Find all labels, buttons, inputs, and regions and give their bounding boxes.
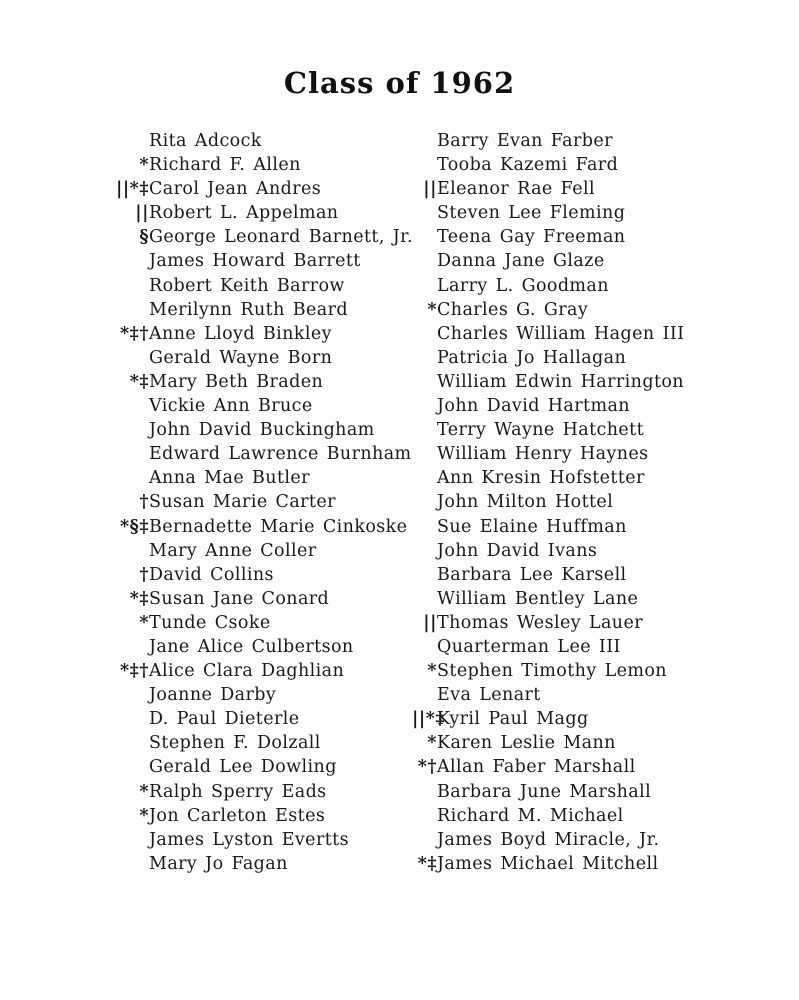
graduate-name: Tooba Kazemi Fard xyxy=(437,155,619,176)
list-item xyxy=(412,394,702,418)
graduate-name: Mary Beth Braden xyxy=(149,371,324,392)
graduate-name: John David Hartman xyxy=(437,396,630,417)
honor-marks xyxy=(412,129,437,153)
honor-marks xyxy=(113,539,149,563)
graduate-name: Patricia Jo Hallagan xyxy=(437,347,627,368)
list-item xyxy=(412,298,702,322)
list-item xyxy=(412,683,702,707)
graduate-name: Vickie Ann Bruce xyxy=(149,396,313,417)
honor-marks: *‡† xyxy=(120,323,149,344)
list-item xyxy=(113,611,413,635)
list-item xyxy=(113,153,413,177)
list-item xyxy=(113,563,413,587)
graduate-name: Tunde Csoke xyxy=(149,612,271,633)
honor-marks xyxy=(412,683,437,707)
honor-marks xyxy=(412,587,437,611)
list-item xyxy=(412,755,702,779)
honor-marks xyxy=(412,394,437,418)
graduate-name: Terry Wayne Hatchett xyxy=(437,420,645,441)
list-item xyxy=(412,731,702,755)
honor-marks: ||*‡ xyxy=(412,709,446,730)
list-item xyxy=(113,394,413,418)
list-item xyxy=(113,129,413,153)
list-item xyxy=(113,635,413,659)
list-item xyxy=(412,322,702,346)
list-item xyxy=(113,370,413,394)
graduate-name: Richard F. Allen xyxy=(149,155,301,176)
honor-marks xyxy=(113,852,149,876)
graduate-name: Charles G. Gray xyxy=(437,299,589,320)
honor-marks xyxy=(113,707,149,731)
graduate-name: John David Ivans xyxy=(437,540,598,561)
list-item xyxy=(113,659,413,683)
list-item xyxy=(412,418,702,442)
honor-marks xyxy=(412,322,437,346)
honor-marks xyxy=(113,129,149,153)
list-item xyxy=(412,635,702,659)
graduate-name: Alice Clara Daghlian xyxy=(149,661,345,682)
honor-marks xyxy=(412,466,437,490)
list-item xyxy=(412,225,702,249)
graduate-name: George Leonard Barnett, Jr. xyxy=(148,227,413,248)
honor-marks xyxy=(412,828,437,852)
honor-marks xyxy=(412,225,437,249)
list-item xyxy=(113,539,413,563)
honor-marks: || xyxy=(423,612,437,633)
graduate-name: Mary Jo Fagan xyxy=(149,853,288,874)
honor-marks: † xyxy=(139,564,149,585)
graduate-name: William Henry Haynes xyxy=(437,444,649,465)
graduate-name: Sue Elaine Huffman xyxy=(437,516,627,537)
honor-marks: * xyxy=(139,781,149,802)
list-item xyxy=(113,683,413,707)
list-item xyxy=(113,201,413,225)
graduate-name: Larry L. Goodman xyxy=(437,275,609,296)
honor-marks xyxy=(412,370,437,394)
honor-marks xyxy=(412,442,437,466)
graduate-name: John Milton Hottel xyxy=(437,492,614,513)
graduate-name: Robert Keith Barrow xyxy=(149,275,345,296)
graduate-name: William Bentley Lane xyxy=(437,588,639,609)
list-item xyxy=(113,804,413,828)
graduate-name: Merilynn Ruth Beard xyxy=(149,299,348,320)
graduate-name: Gerald Lee Dowling xyxy=(149,757,337,778)
honor-marks xyxy=(412,490,437,514)
graduate-name: James Michael Mitchell xyxy=(437,853,659,874)
graduate-name: Susan Marie Carter xyxy=(149,492,336,513)
graduate-name: Jane Alice Culbertson xyxy=(149,636,354,657)
list-item xyxy=(113,780,413,804)
list-item xyxy=(113,225,413,249)
list-item xyxy=(412,201,702,225)
list-item xyxy=(113,249,413,273)
graduate-name: Robert L. Appelman xyxy=(149,203,339,224)
graduate-name: William Edwin Harrington xyxy=(437,371,684,392)
honor-marks xyxy=(113,274,149,298)
honor-marks: *§‡ xyxy=(120,516,149,537)
graduate-name: Mary Anne Coller xyxy=(149,540,317,561)
graduate-name: Charles William Hagen III xyxy=(437,323,685,344)
honor-marks: * xyxy=(139,805,149,826)
honor-marks xyxy=(412,249,437,273)
graduate-name: Rita Adcock xyxy=(149,131,262,151)
list-item xyxy=(412,611,702,635)
graduate-name: James Boyd Miracle, Jr. xyxy=(437,829,660,850)
list-item xyxy=(113,322,413,346)
graduate-name: Teena Gay Freeman xyxy=(437,227,626,248)
honor-marks: † xyxy=(139,492,149,513)
honor-marks xyxy=(412,563,437,587)
honor-marks: *‡† xyxy=(120,661,149,682)
list-item xyxy=(113,418,413,442)
honor-marks xyxy=(412,780,437,804)
list-item xyxy=(113,515,413,539)
graduate-name: Stephen Timothy Lemon xyxy=(437,661,667,682)
graduate-name: James Lyston Evertts xyxy=(149,829,349,850)
list-item xyxy=(412,804,702,828)
list-item xyxy=(412,249,702,273)
graduate-name: Bernadette Marie Cinkoske xyxy=(149,516,408,537)
list-item xyxy=(113,274,413,298)
list-item xyxy=(412,129,702,153)
honor-marks: *‡ xyxy=(417,853,437,874)
list-item xyxy=(412,852,702,876)
list-item xyxy=(113,177,413,201)
graduate-name: Stephen F. Dolzall xyxy=(149,733,321,754)
list-item xyxy=(113,731,413,755)
honor-marks xyxy=(412,153,437,177)
list-item xyxy=(412,370,702,394)
graduate-name: D. Paul Dieterle xyxy=(149,709,300,730)
honor-marks: * xyxy=(427,661,437,682)
graduate-name: Eleanor Rae Fell xyxy=(437,179,595,200)
honor-marks xyxy=(113,298,149,322)
graduate-name: Edward Lawrence Burnham xyxy=(149,444,412,465)
list-item xyxy=(113,466,413,490)
graduate-name: Kyril Paul Magg xyxy=(437,709,589,730)
honor-marks xyxy=(113,731,149,755)
list-item xyxy=(412,828,702,852)
list-item xyxy=(412,780,702,804)
honor-marks xyxy=(113,394,149,418)
list-item xyxy=(412,587,702,611)
graduate-name: Eva Lenart xyxy=(437,685,541,706)
right-name-column xyxy=(412,129,702,876)
honor-marks xyxy=(113,466,149,490)
list-item xyxy=(412,490,702,514)
graduate-name: Steven Lee Fleming xyxy=(437,203,626,224)
list-item xyxy=(412,563,702,587)
list-item xyxy=(412,539,702,563)
list-item xyxy=(113,346,413,370)
honor-marks xyxy=(412,515,437,539)
graduate-name: Anne Lloyd Binkley xyxy=(149,323,332,344)
honor-marks: * xyxy=(139,155,149,176)
honor-marks xyxy=(412,635,437,659)
honor-marks xyxy=(113,249,149,273)
graduate-name: Quarterman Lee III xyxy=(437,636,621,657)
graduate-name: Ralph Sperry Eads xyxy=(149,781,327,802)
honor-marks xyxy=(412,201,437,225)
honor-marks: *† xyxy=(417,757,437,778)
honor-marks: || xyxy=(135,203,149,224)
list-item xyxy=(113,707,413,731)
graduate-name: Susan Jane Conard xyxy=(149,588,330,609)
honor-marks xyxy=(113,418,149,442)
list-item xyxy=(412,515,702,539)
graduate-name: Gerald Wayne Born xyxy=(149,347,333,368)
honor-marks: *‡ xyxy=(129,588,149,609)
graduate-name: Carol Jean Andres xyxy=(149,179,322,200)
list-item xyxy=(412,442,702,466)
list-item xyxy=(113,587,413,611)
graduate-name: Ann Kresin Hofstetter xyxy=(437,468,645,489)
list-item xyxy=(113,828,413,852)
graduate-name: Thomas Wesley Lauer xyxy=(437,612,643,633)
page-title: Class of 1962 xyxy=(283,66,516,100)
left-name-column xyxy=(113,129,413,876)
list-item xyxy=(412,466,702,490)
honor-marks xyxy=(113,442,149,466)
honor-marks: *‡ xyxy=(129,371,149,392)
honor-marks xyxy=(113,755,149,779)
graduate-name: Joanne Darby xyxy=(149,685,277,706)
list-item xyxy=(412,153,702,177)
honor-marks xyxy=(412,539,437,563)
graduate-name: Allan Faber Marshall xyxy=(437,757,636,778)
honor-marks xyxy=(412,804,437,828)
honor-marks: * xyxy=(427,299,437,320)
list-item xyxy=(113,755,413,779)
honor-marks: § xyxy=(139,227,149,248)
graduate-name: Anna Mae Butler xyxy=(149,468,310,489)
list-item xyxy=(412,659,702,683)
honor-marks xyxy=(113,346,149,370)
list-item xyxy=(113,298,413,322)
honor-marks: * xyxy=(427,733,437,754)
list-item xyxy=(412,707,702,731)
graduate-name: Barbara Lee Karsell xyxy=(437,564,627,585)
honor-marks: || xyxy=(423,179,437,200)
honor-marks: ||*‡ xyxy=(115,179,149,200)
graduate-name: Danna Jane Glaze xyxy=(437,251,605,272)
graduate-name: John David Buckingham xyxy=(149,420,375,441)
graduate-name: Barry Evan Farber xyxy=(437,131,613,151)
graduate-name: James Howard Barrett xyxy=(149,251,361,272)
list-item xyxy=(113,442,413,466)
honor-marks: * xyxy=(139,612,149,633)
honor-marks xyxy=(412,418,437,442)
honor-marks xyxy=(113,635,149,659)
list-item xyxy=(412,177,702,201)
honor-marks xyxy=(412,274,437,298)
list-item xyxy=(412,346,702,370)
honor-marks xyxy=(412,346,437,370)
honor-marks xyxy=(113,828,149,852)
graduate-name: Barbara June Marshall xyxy=(437,781,652,802)
list-item xyxy=(113,490,413,514)
graduate-name: Jon Carleton Estes xyxy=(149,805,326,826)
graduate-name: Richard M. Michael xyxy=(437,805,624,826)
graduate-name: David Collins xyxy=(149,564,274,585)
list-item xyxy=(412,274,702,298)
list-item xyxy=(113,852,413,876)
graduate-name: Karen Leslie Mann xyxy=(437,733,616,754)
honor-marks xyxy=(113,683,149,707)
